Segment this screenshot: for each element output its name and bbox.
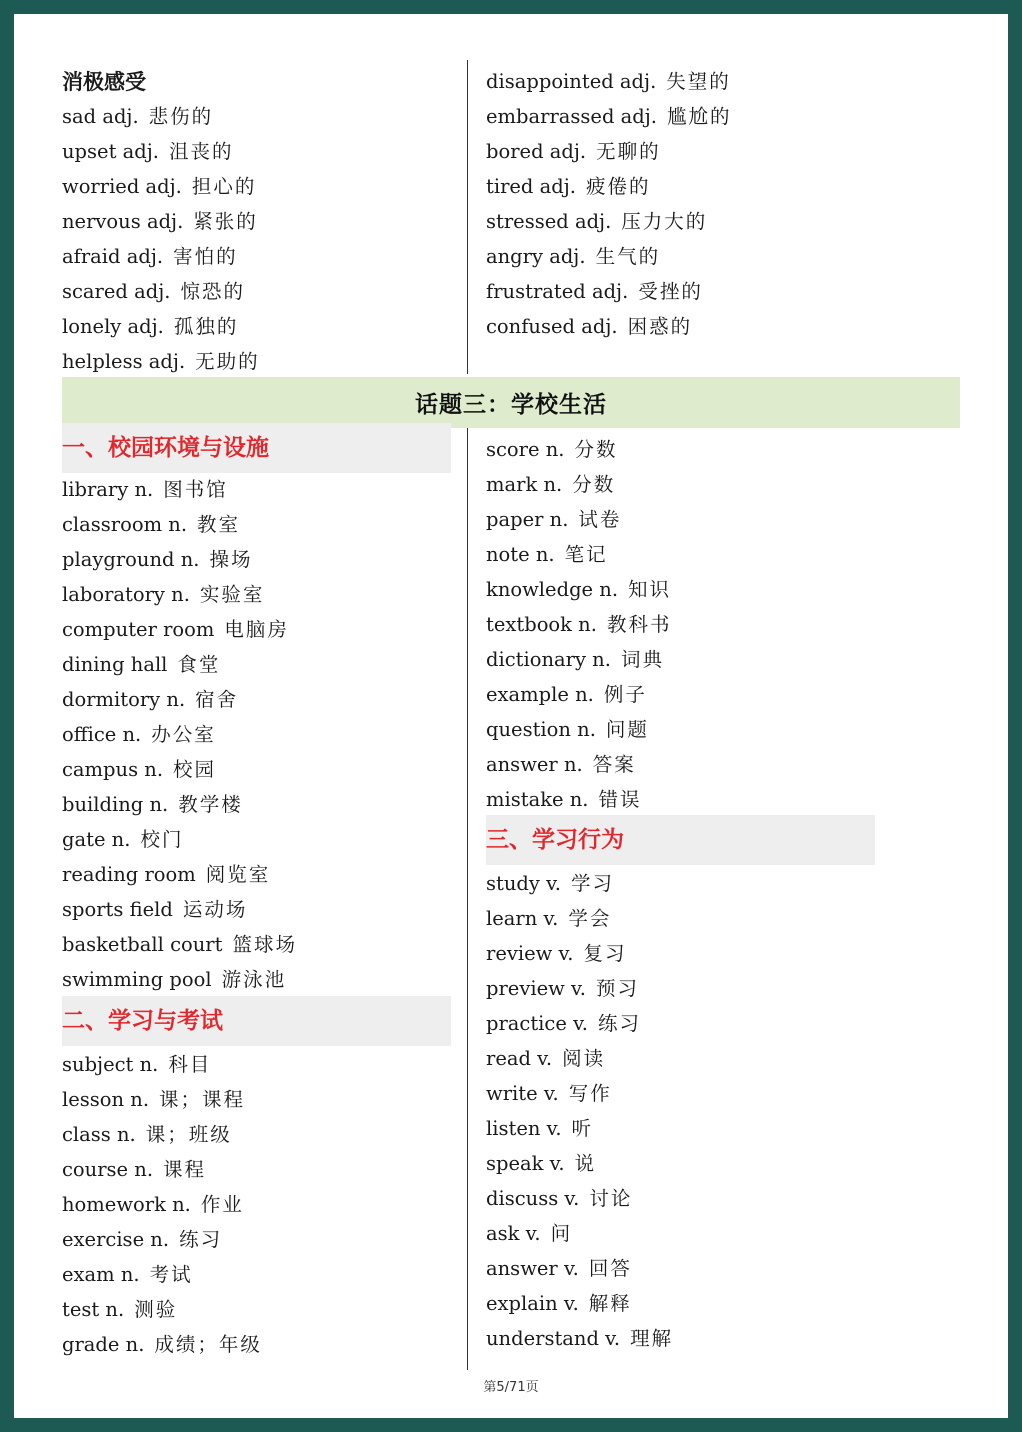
vocab-english: classroom n. [62,513,188,536]
vocab-chinese: 分数 [574,438,618,461]
vocab-entry [62,717,216,752]
vocab-chinese: 问题 [605,718,649,741]
vocab-entry [62,822,183,857]
vocab-chinese: 知识 [628,578,672,601]
vocab-english: example n. [486,683,594,706]
vocab-english: textbook n. [486,613,597,636]
vocab-entry [62,274,245,309]
topic-banner: 话题三：学校生活 [62,377,960,428]
vocab-chinese: 讨论 [589,1187,633,1210]
vocab-chinese: 解释 [588,1292,632,1315]
vocab-chinese: 教学楼 [178,793,243,816]
section-heading-study-exams: 二、学习与考试 [62,996,451,1046]
vocab-entry [486,1146,596,1181]
vocab-entry [62,647,220,682]
vocab-english: helpless adj. [62,350,186,373]
vocab-english: paper n. [486,508,569,531]
vocab-english: knowledge n. [486,578,619,601]
vocab-chinese: 教室 [197,513,241,536]
vocab-english: understand v. [486,1327,621,1350]
vocab-entry [62,1047,211,1082]
vocab-english: review v. [486,942,574,965]
vocab-entry [486,936,626,971]
vocab-entry [486,901,611,936]
vocab-english: explain v. [486,1292,579,1315]
vocab-chinese: 压力大的 [621,210,708,233]
vocab-entry [486,971,639,1006]
vocab-chinese: 学习 [571,872,615,895]
section-heading-learning-actions: 三、学习行为 [486,815,875,865]
vocab-english: grade n. [62,1333,145,1356]
vocab-chinese: 担心的 [191,175,257,198]
vocab-english: preview v. [486,977,586,1000]
column-divider-bottom [467,428,468,1370]
vocab-english: stressed adj. [486,210,612,233]
vocab-english: tired adj. [486,175,576,198]
vocab-chinese: 游泳池 [221,968,287,991]
vocab-english: exam n. [62,1263,140,1286]
vocab-chinese: 问 [550,1222,573,1245]
vocab-entry [486,432,618,467]
vocab-english: reading room [62,863,196,886]
vocab-chinese: 测验 [134,1298,178,1321]
vocab-chinese: 预习 [595,977,639,1000]
vocab-english: write v. [486,1082,559,1105]
vocab-chinese: 孤独的 [173,315,239,338]
vocab-entry [62,682,238,717]
vocab-chinese: 成绩；年级 [154,1333,262,1356]
vocab-english: dormitory n. [62,688,186,711]
vocab-chinese: 写作 [568,1082,612,1105]
vocab-chinese: 校门 [140,828,184,851]
vocab-chinese: 疲倦的 [585,175,651,198]
vocab-english: campus n. [62,758,164,781]
vocab-chinese: 悲伤的 [148,105,214,128]
vocab-chinese: 课程 [163,1158,207,1181]
vocab-chinese: 食堂 [177,653,221,676]
vocab-entry [486,169,650,204]
vocab-chinese: 办公室 [151,723,216,746]
vocab-english: sad adj. [62,105,139,128]
vocab-entry [62,542,252,577]
vocab-chinese: 答案 [592,753,636,776]
vocab-chinese: 操场 [209,548,253,571]
vocab-entry [486,866,614,901]
vocab-chinese: 复习 [583,942,627,965]
vocab-entry [62,472,228,507]
vocab-entry [62,1257,193,1292]
subtopic-title: 消极感受 [62,69,146,94]
vocab-chinese: 阅览室 [205,863,271,886]
vocab-entry [486,1216,572,1251]
vocab-english: laboratory n. [62,583,190,606]
vocab-english: homework n. [62,1193,191,1216]
vocab-entry [486,204,707,239]
column-divider-top [467,60,468,374]
vocab-entry [486,1041,605,1076]
vocab-english: test n. [62,1298,125,1321]
vocab-chinese: 紧张的 [193,210,258,233]
vocab-entry [486,239,660,274]
vocab-english: confused adj. [486,315,618,338]
vocab-entry [486,1286,632,1321]
vocab-english: ask v. [486,1222,541,1245]
vocab-english: computer room [62,618,215,641]
vocab-chinese: 理解 [630,1327,674,1350]
vocab-entry [62,1082,245,1117]
vocab-english: learn v. [486,907,559,930]
vocab-entry [62,1292,177,1327]
vocab-entry [486,64,731,99]
vocab-chinese: 无助的 [195,350,260,373]
vocab-chinese: 例子 [603,683,647,706]
vocab-english: nervous adj. [62,210,184,233]
vocab-english: discuss v. [486,1187,580,1210]
vocab-entry [486,1181,632,1216]
vocab-english: question n. [486,718,596,741]
vocab-entry [486,1006,641,1041]
vocab-chinese: 科目 [168,1053,212,1076]
vocab-english: study v. [486,872,562,895]
vocab-entry [62,99,213,134]
vocab-entry [486,467,615,502]
vocab-entry [62,309,238,344]
vocab-entry [62,1222,222,1257]
vocab-chinese: 实验室 [199,583,265,606]
vocab-entry [62,787,243,822]
vocab-english: office n. [62,723,142,746]
vocab-english: upset adj. [62,140,159,163]
vocab-entry [62,134,234,169]
section-heading-campus: 一、校园环境与设施 [62,423,451,473]
vocab-english: mark n. [486,473,563,496]
vocab-chinese: 图书馆 [163,478,228,501]
vocab-chinese: 说 [574,1152,597,1175]
vocab-english: sports field [62,898,173,921]
vocab-entry [486,274,703,309]
vocab-chinese: 作业 [200,1193,244,1216]
vocab-chinese: 困惑的 [627,315,693,338]
vocab-chinese: 错误 [598,788,642,811]
vocab-entry [486,1076,612,1111]
vocab-chinese: 考试 [149,1263,193,1286]
vocab-english: read v. [486,1047,553,1070]
vocab-english: course n. [62,1158,154,1181]
vocab-english: practice v. [486,1012,588,1035]
vocab-chinese: 课；班级 [145,1123,232,1146]
vocab-entry [62,239,238,274]
vocab-entry [62,612,289,647]
vocab-entry [486,1111,593,1146]
vocab-entry [486,782,642,817]
vocab-english: answer v. [486,1257,579,1280]
vocab-entry [486,677,647,712]
vocab-chinese: 宿舍 [195,688,239,711]
vocab-english: scared adj. [62,280,171,303]
vocab-entry [62,927,297,962]
vocab-english: mistake n. [486,788,589,811]
vocab-english: speak v. [486,1152,565,1175]
vocab-english: listen v. [486,1117,562,1140]
vocab-english: dining hall [62,653,168,676]
vocab-english: playground n. [62,548,200,571]
vocab-entry [486,572,671,607]
vocab-entry [486,642,664,677]
page-number: 第5/71页 [483,1380,539,1395]
vocab-english: lesson n. [62,1088,150,1111]
vocab-english: afraid adj. [62,245,164,268]
vocab-chinese: 词典 [620,648,664,671]
vocab-chinese: 听 [571,1117,594,1140]
vocab-entry [486,309,692,344]
vocab-english: answer n. [486,753,583,776]
vocab-chinese: 练习 [179,1228,223,1251]
vocab-entry [62,577,264,612]
vocab-chinese: 试卷 [578,508,622,531]
vocab-chinese: 校园 [173,758,217,781]
vocab-english: note n. [486,543,555,566]
vocab-entry [62,169,256,204]
vocab-chinese: 沮丧的 [168,140,234,163]
vocab-chinese: 课；课程 [159,1088,246,1111]
vocab-english: subject n. [62,1053,159,1076]
vocab-chinese: 生气的 [595,245,661,268]
vocab-entry [62,507,240,542]
vocab-entry [486,134,661,169]
vocab-entry [62,1187,244,1222]
vocab-english: swimming pool [62,968,212,991]
vocab-entry [62,752,216,787]
vocab-entry [62,892,247,927]
vocab-entry [486,502,621,537]
vocab-english: embarrassed adj. [486,105,657,128]
vocab-entry [486,1321,673,1356]
vocab-chinese: 尴尬的 [667,105,732,128]
vocab-english: worried adj. [62,175,182,198]
vocab-entry [62,204,258,239]
vocab-entry [62,1327,262,1362]
vocab-entry [62,1117,232,1152]
vocab-chinese: 回答 [588,1257,632,1280]
vocab-english: basketball court [62,933,223,956]
vocab-english: bored adj. [486,140,587,163]
vocab-chinese: 分数 [572,473,616,496]
vocab-chinese: 学会 [568,907,612,930]
vocab-english: gate n. [62,828,131,851]
vocab-chinese: 笔记 [564,543,608,566]
vocab-english: building n. [62,793,169,816]
vocab-english: exercise n. [62,1228,170,1251]
vocab-english: score n. [486,438,565,461]
vocab-english: library n. [62,478,154,501]
vocab-entry [486,99,732,134]
vocab-english: lonely adj. [62,315,164,338]
vocab-entry [62,857,270,892]
vocab-chinese: 害怕的 [173,245,238,268]
document-page [14,14,1008,1418]
vocab-chinese: 教科书 [606,613,672,636]
vocab-entry [62,1152,206,1187]
vocab-english: disappointed adj. [486,70,657,93]
vocab-english: dictionary n. [486,648,611,671]
vocab-entry [62,962,286,997]
vocab-chinese: 惊恐的 [180,280,245,303]
vocab-chinese: 篮球场 [232,933,297,956]
vocab-english: class n. [62,1123,136,1146]
vocab-chinese: 练习 [598,1012,642,1035]
vocab-entry [486,747,636,782]
vocab-english: angry adj. [486,245,586,268]
vocab-chinese: 阅读 [562,1047,606,1070]
vocab-chinese: 电脑房 [224,618,289,641]
vocab-chinese: 失望的 [666,70,731,93]
vocab-entry [62,344,260,379]
vocab-chinese: 无聊的 [596,140,661,163]
vocab-english: frustrated adj. [486,280,629,303]
vocab-chinese: 受挫的 [638,280,703,303]
vocab-entry [486,537,608,572]
vocab-entry [486,1251,632,1286]
vocab-entry [486,607,671,642]
vocab-entry [486,712,649,747]
vocab-chinese: 运动场 [182,898,248,921]
